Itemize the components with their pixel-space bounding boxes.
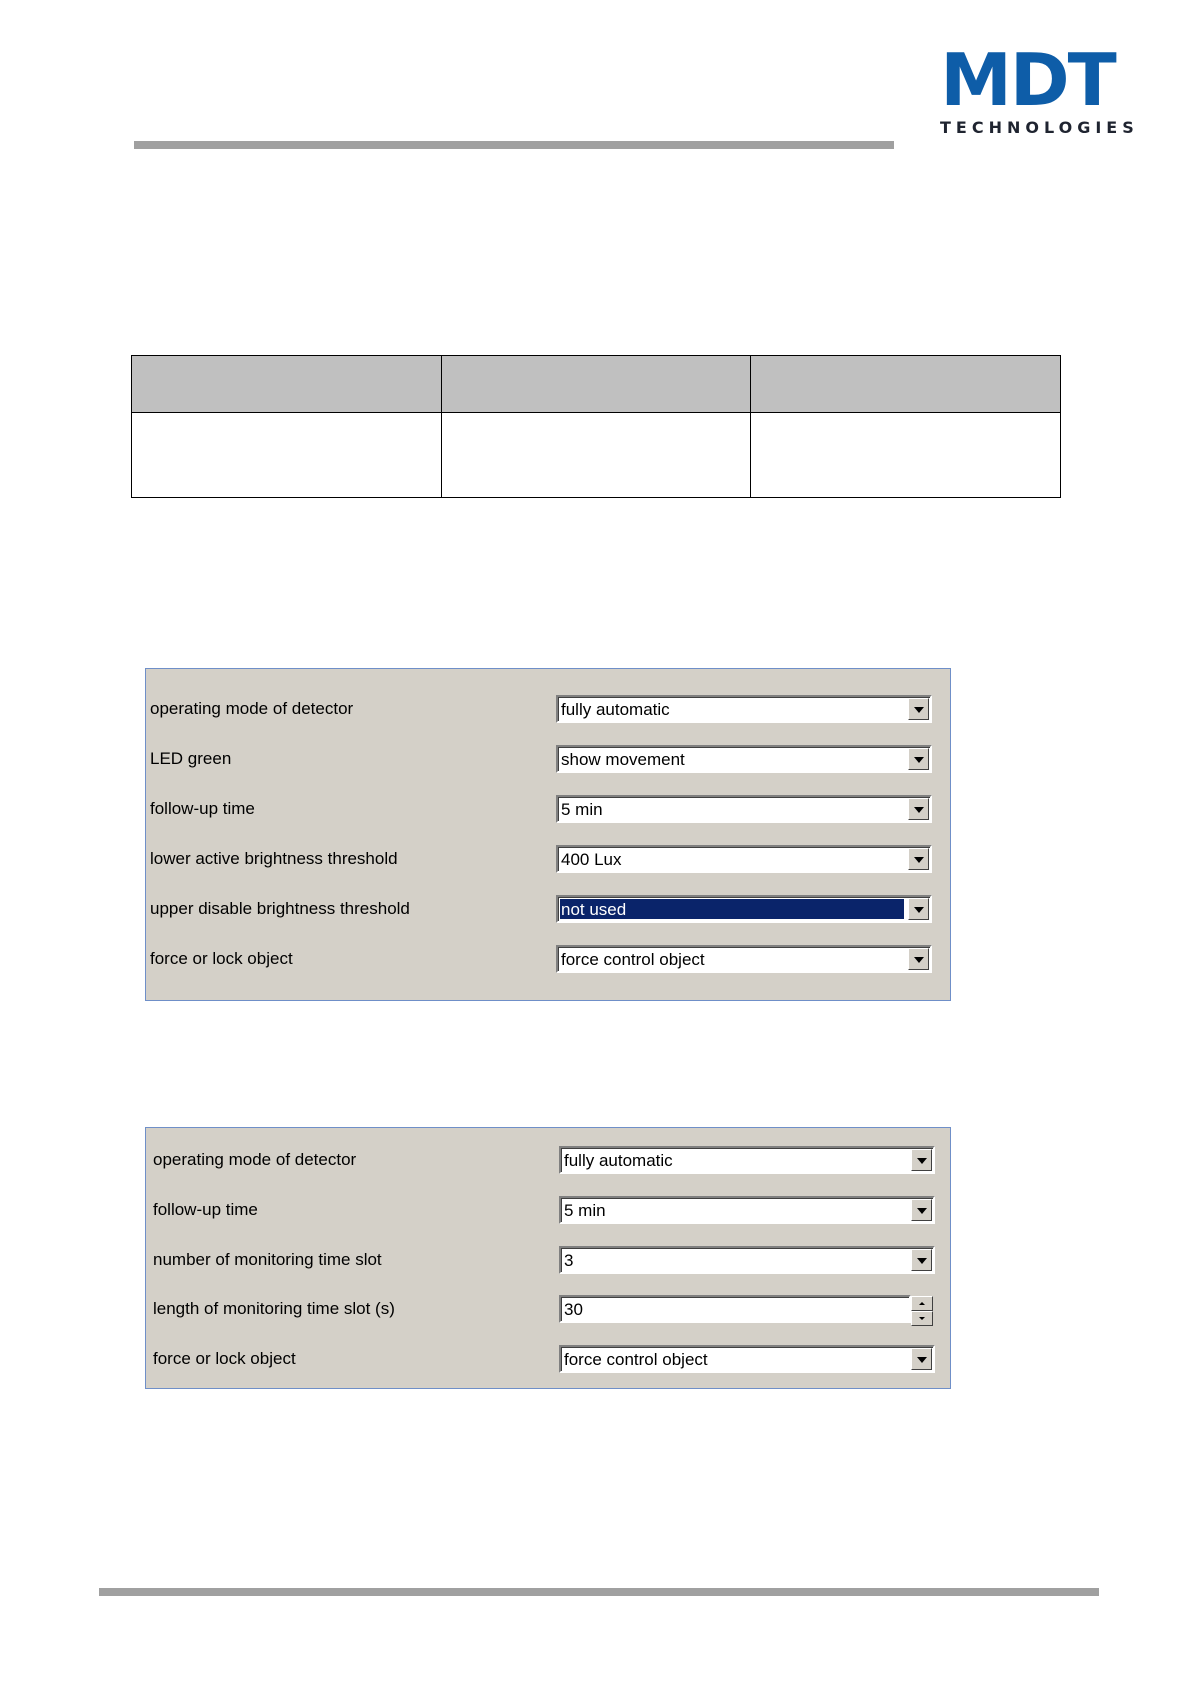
dropdown-button[interactable] (908, 798, 929, 820)
dropdown-button[interactable] (908, 698, 929, 720)
lower-brightness-dropdown[interactable] (556, 845, 932, 873)
footer-rule (99, 1588, 1099, 1596)
table-header-row (132, 356, 1061, 413)
operating-mode-dropdown[interactable] (559, 1146, 935, 1174)
table-header-cell (751, 356, 1061, 413)
table-cell (751, 413, 1061, 498)
dropdown-button[interactable] (908, 848, 929, 870)
dropdown-button[interactable] (908, 748, 929, 770)
param-row (146, 1146, 950, 1174)
dropdown-value: 400 Lux (561, 850, 622, 869)
param-row (146, 1196, 950, 1224)
param-label: LED green (150, 749, 232, 768)
dropdown-button[interactable] (908, 898, 929, 920)
arrow-down-icon (919, 1317, 925, 1320)
chevron-down-icon (914, 857, 924, 863)
chevron-down-icon (917, 1158, 927, 1164)
table-cell (441, 413, 751, 498)
dropdown-value: 5 min (561, 800, 603, 819)
follow-up-time-dropdown[interactable] (556, 795, 932, 823)
param-label: length of monitoring time slot (s) (153, 1299, 395, 1318)
mdt-logo (940, 38, 1139, 137)
param-row (146, 1345, 950, 1373)
chevron-down-icon (914, 907, 924, 913)
param-label: upper disable brightness threshold (150, 899, 410, 918)
param-row (146, 945, 950, 973)
param-row (146, 795, 950, 823)
header-rule (134, 141, 894, 149)
param-label: operating mode of detector (153, 1150, 357, 1169)
arrow-up-icon (919, 1302, 925, 1305)
chevron-down-icon (917, 1258, 927, 1264)
parameter-dialog-2 (145, 1127, 951, 1389)
slot-length-input[interactable] (559, 1295, 911, 1323)
param-row (146, 695, 950, 723)
param-label: lower active brightness threshold (150, 849, 398, 868)
table-header-cell (132, 356, 442, 413)
force-lock-dropdown[interactable] (559, 1345, 935, 1373)
force-lock-dropdown[interactable] (556, 945, 932, 973)
param-label: operating mode of detector (150, 699, 354, 718)
table-cell (132, 413, 442, 498)
dropdown-value: fully automatic (561, 700, 670, 719)
chevron-down-icon (917, 1357, 927, 1363)
chevron-down-icon (914, 807, 924, 813)
chevron-down-icon (914, 957, 924, 963)
dropdown-button[interactable] (911, 1149, 932, 1171)
dropdown-button[interactable] (911, 1348, 932, 1370)
chevron-down-icon (917, 1208, 927, 1214)
stepper-up-button[interactable] (911, 1296, 933, 1311)
dropdown-value: show movement (561, 750, 685, 769)
logo-mark: MDT (940, 38, 1115, 122)
operating-mode-dropdown[interactable] (556, 695, 932, 723)
param-row (146, 895, 950, 923)
dropdown-button[interactable] (911, 1249, 932, 1271)
param-label: force or lock object (153, 1349, 296, 1368)
dropdown-value: force control object (561, 950, 705, 969)
parameter-dialog-1 (145, 668, 951, 1001)
dropdown-button[interactable] (911, 1199, 932, 1221)
monitoring-slots-dropdown[interactable] (559, 1246, 935, 1274)
dropdown-value: force control object (564, 1350, 708, 1369)
input-value: 30 (564, 1300, 583, 1319)
chevron-down-icon (914, 707, 924, 713)
param-label: follow-up time (150, 799, 255, 818)
param-label: follow-up time (153, 1200, 258, 1219)
dropdown-button[interactable] (908, 948, 929, 970)
logo-subtitle: TECHNOLOGIES (940, 118, 1139, 137)
param-row (146, 1295, 950, 1323)
led-green-dropdown[interactable] (556, 745, 932, 773)
follow-up-time-dropdown[interactable] (559, 1196, 935, 1224)
upper-brightness-dropdown[interactable] (556, 895, 932, 923)
table-row (132, 413, 1061, 498)
info-table (131, 355, 1061, 498)
dropdown-value: fully automatic (564, 1151, 673, 1170)
param-row (146, 1246, 950, 1274)
param-row (146, 845, 950, 873)
chevron-down-icon (914, 757, 924, 763)
stepper-down-button[interactable] (911, 1311, 933, 1326)
dropdown-value: 3 (564, 1251, 574, 1270)
dropdown-value: not used (561, 900, 627, 919)
param-label: number of monitoring time slot (153, 1250, 382, 1269)
dropdown-value: 5 min (564, 1201, 606, 1220)
param-row (146, 745, 950, 773)
table-header-cell (441, 356, 751, 413)
number-stepper[interactable] (911, 1296, 933, 1326)
param-label: force or lock object (150, 949, 293, 968)
